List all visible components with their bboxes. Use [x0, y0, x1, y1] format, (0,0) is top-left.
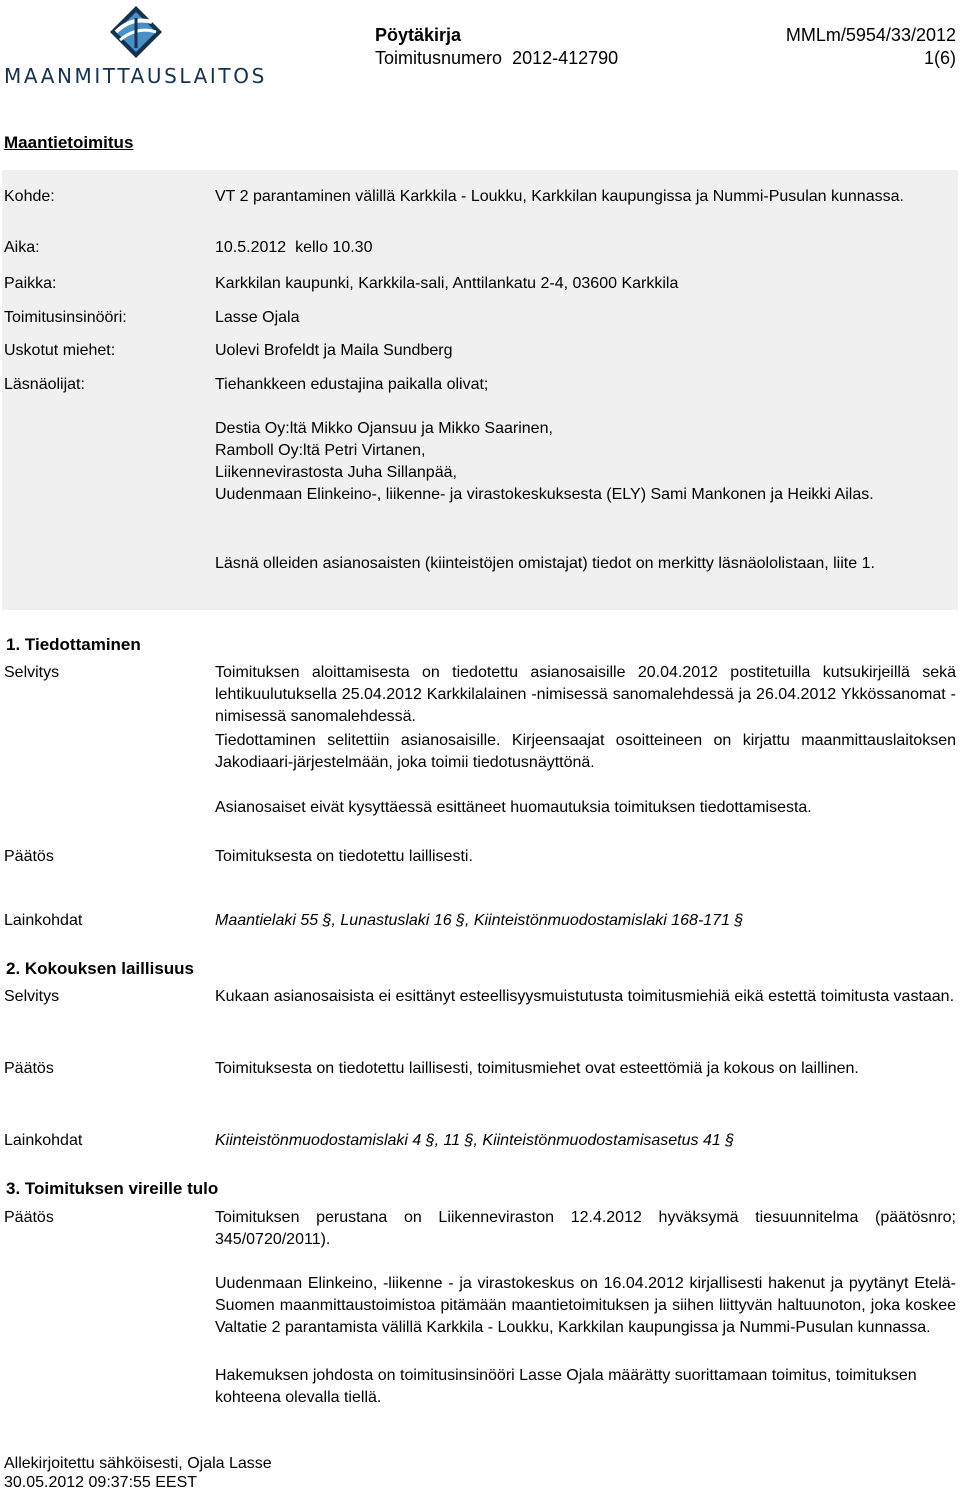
section-maantietoimitus: Maantietoimitus	[4, 133, 134, 152]
page-number: 1(6)	[923, 48, 956, 68]
lasna-list	[215, 418, 956, 506]
section-title-1: 1. Tiedottaminen	[6, 635, 141, 654]
s1-lainkohdat-label: Lainkohdat	[4, 912, 83, 929]
kohde-label: Kohde:	[4, 188, 55, 205]
s1-selvitys-p2: Tiedottaminen selitettiin asianosaisille. Kirjeensaajat osoitteineen on kirjattu maanmittauslaitoksen Jakodiaari-järjestelmään, joka toimii tiedotusnäyttönä.	[215, 732, 956, 771]
case-number-row	[375, 48, 618, 69]
s2-selvitys: Kukaan asianosaisista ei esittänyt esteellisyysmuistutusta toimitusmiehiä eikä estettä toimitusta vastaan.	[215, 988, 955, 1005]
s3-p2: Uudenmaan Elinkeino, -liikenne - ja virastokeskus on 16.04.2012 kirjallisesti hakenut ja pyytänyt Etelä-Suomen maanmittaustoimistoa pitämään maantietoimituksen ja siihen liittyvän haltuunoton, joka koskee Valtatie 2 parantamista välillä Karkkila - Loukku, Karkkilan kaupungissa ja Nummi-Pusulan kunnassa.	[215, 1275, 956, 1336]
lasna-intro: Tiehankkeen edustajina paikalla olivat;	[215, 376, 489, 393]
s2-lainkohdat-label: Lainkohdat	[4, 1132, 83, 1149]
lasna-note: Läsnä olleiden asianosaisten (kiinteistöjen omistajat) tiedot on merkitty läsnäololistaan, liite 1.	[215, 555, 875, 572]
s1-paatos: Toimituksesta on tiedotettu laillisesti.	[215, 848, 473, 865]
insinoori-value: Lasse Ojala	[215, 309, 300, 326]
aika-label: Aika:	[4, 239, 40, 256]
case-label: Toimitusnumero	[375, 48, 503, 68]
s2-lainkohdat: Kiinteistönmuodostamislaki 4 §, 11 §, Kiinteistönmuodostamisasetus 41 §	[215, 1132, 735, 1149]
signature-line: Allekirjoitettu sähköisesti, Ojala Lasse	[4, 1455, 272, 1472]
aika-value: 10.5.2012 kello 10.30	[215, 239, 373, 256]
section-title-3: 3. Toimituksen vireille tulo	[6, 1179, 219, 1198]
document-id: MMLm/5954/33/2012	[785, 25, 956, 45]
insinoori-label: Toimitusinsinööri:	[4, 309, 127, 326]
s1-lainkohdat: Maantielaki 55 §, Lunastuslaki 16 §, Kiinteistönmuodostamislaki 168-171 §	[215, 912, 744, 929]
miehet-label: Uskotut miehet:	[4, 342, 116, 359]
document-type: Pöytäkirja	[375, 25, 462, 45]
list-item: Uudenmaan Elinkeino-, liikenne- ja virastokeskuksesta (ELY) Sami Mankonen ja Heikki Ailas.	[215, 486, 874, 503]
lasna-label: Läsnäolijat:	[4, 376, 85, 393]
paikka-value: Karkkilan kaupunki, Karkkila-sali, Anttilankatu 2-4, 03600 Karkkila	[215, 275, 679, 292]
section-title-2: 2. Kokouksen laillisuus	[6, 959, 195, 978]
s1-selvitys-label: Selvitys	[4, 664, 60, 681]
signature-timestamp: 30.05.2012 09:37:55 EEST	[4, 1474, 198, 1491]
case-number: 2012-412790	[512, 48, 619, 68]
s2-paatos: Toimituksesta on tiedotettu laillisesti, toimitusmiehet ovat esteettömiä ja kokous on laillinen.	[215, 1060, 859, 1077]
s2-paatos-label: Päätös	[4, 1060, 54, 1077]
list-item: Ramboll Oy:ltä Petri Virtanen,	[215, 442, 426, 459]
list-item: Liikennevirastosta Juha Sillanpää,	[215, 464, 457, 481]
s1-selvitys-p1: Toimituksen aloittamisesta on tiedotettu asianosaisille 20.04.2012 postitetuilla kutsukirjeillä sekä lehtikuulutuksella 25.04.2012 Karkkilalainen -nimisessä sanomalehdessä ja 26.04.2012 Ykkössanomat -nimisessä sanomalehdessä.	[215, 664, 956, 725]
list-item: Destia Oy:ltä Mikko Ojansuu ja Mikko Saarinen,	[215, 420, 553, 437]
logo-emblem-icon	[108, 4, 164, 60]
s3-p3: Hakemuksen johdosta on toimitusinsinööri Lasse Ojala määrätty suorittamaan toimitus, toimituksen kohteena olevalla tiellä.	[215, 1367, 917, 1406]
s3-paatos-label: Päätös	[4, 1209, 54, 1226]
s1-selvitys-p3: Asianosaiset eivät kysyttäessä esittäneet huomautuksia toimituksen tiedottamisesta.	[215, 799, 812, 816]
s1-paatos-label: Päätös	[4, 848, 54, 865]
logo	[108, 4, 164, 60]
s2-selvitys-label: Selvitys	[4, 988, 60, 1005]
logo-wordmark: MAANMITTAUSLAITOS	[4, 64, 267, 88]
s3-p1: Toimituksen perustana on Liikenneviraston 12.4.2012 hyväksymä tiesuunnitelma (päätösnro; 345/0720/2011).	[215, 1209, 956, 1248]
miehet-value: Uolevi Brofeldt ja Maila Sundberg	[215, 342, 453, 359]
kohde-value: VT 2 parantaminen välillä Karkkila - Loukku, Karkkilan kaupungissa ja Nummi-Pusulan kunnassa.	[215, 188, 904, 205]
paikka-label: Paikka:	[4, 275, 57, 292]
